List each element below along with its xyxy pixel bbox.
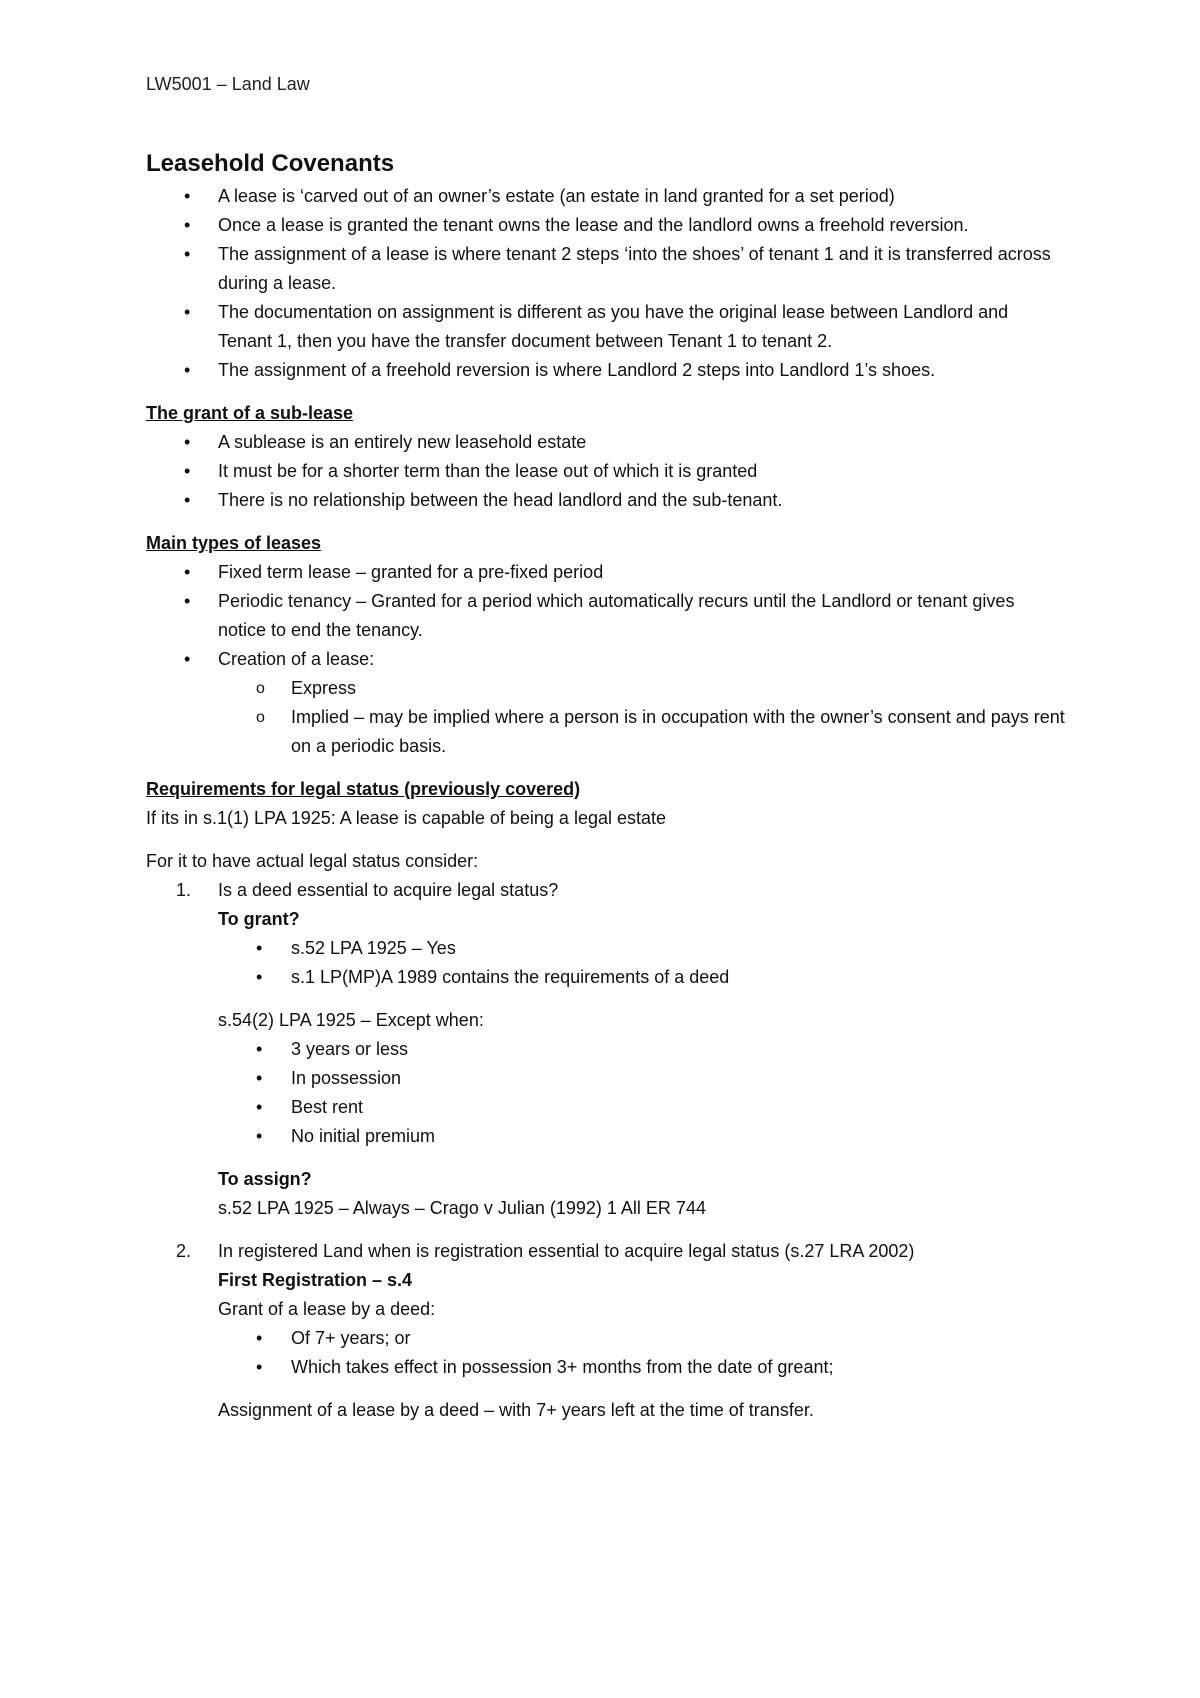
document-title: Leasehold Covenants xyxy=(146,150,395,177)
document-body xyxy=(146,148,1066,1425)
list-item: • Best rent xyxy=(146,1093,1066,1122)
requirements-line-1: If its in s.1(1) LPA 1925: A lease is capable of being a legal estate xyxy=(146,808,667,828)
except-bullet-list xyxy=(146,1035,1066,1151)
item-number: 1. xyxy=(176,880,192,900)
lease-types-bullet-list xyxy=(146,558,1066,761)
grant-bullet-list xyxy=(146,934,1066,992)
item-number: 2. xyxy=(176,1241,192,1261)
sub-list-item: o Express xyxy=(146,674,1066,703)
list-item: • There is no relationship between the head landlord and the sub-tenant. xyxy=(146,486,1066,515)
list-item: • In possession xyxy=(146,1064,1066,1093)
page-header: LW5001 – Land Law xyxy=(146,74,310,94)
list-item: • Fixed term lease – granted for a pre-fixed period xyxy=(146,558,1066,587)
requirements-heading: Requirements for legal status (previously covered) xyxy=(146,779,581,799)
registration-bullet-list xyxy=(146,1324,1066,1382)
list-item: • The assignment of a lease is where tenant 2 steps ‘into the shoes’ of tenant 1 and it is transferred across during a lease. xyxy=(146,240,1066,298)
to-assign-label: To assign? xyxy=(218,1169,312,1189)
list-item: • 3 years or less xyxy=(146,1035,1066,1064)
to-grant-label: To grant? xyxy=(218,909,300,929)
assignment-line: Assignment of a lease by a deed – with 7+ years left at the time of transfer. xyxy=(218,1400,814,1420)
item-text: In registered Land when is registration essential to acquire legal status (s.27 LRA 2002) xyxy=(218,1241,915,1261)
list-item: • Periodic tenancy – Granted for a period which automatically recurs until the Landlord or tenant gives notice to end the tenancy. xyxy=(146,587,1066,645)
list-item: • Creation of a lease: xyxy=(146,645,1066,674)
intro-bullet-list xyxy=(146,182,1066,385)
numbered-item-1 xyxy=(146,876,1066,905)
list-item: • The assignment of a freehold reversion is where Landlord 2 steps into Landlord 1’s shoes. xyxy=(146,356,1066,385)
first-registration-label: First Registration – s.4 xyxy=(218,1270,413,1290)
except-line: s.54(2) LPA 1925 – Except when: xyxy=(218,1010,484,1030)
grant-by-deed-line: Grant of a lease by a deed: xyxy=(218,1299,436,1319)
sublease-bullet-list xyxy=(146,428,1066,515)
item-text: Is a deed essential to acquire legal status? xyxy=(218,880,559,900)
list-item: • Once a lease is granted the tenant owns the lease and the landlord owns a freehold reversion. xyxy=(146,211,1066,240)
sublease-heading: The grant of a sub-lease xyxy=(146,403,354,423)
list-item: • Of 7+ years; or xyxy=(146,1324,1066,1353)
requirements-line-2: For it to have actual legal status consider: xyxy=(146,851,479,871)
list-item: • s.52 LPA 1925 – Yes xyxy=(146,934,1066,963)
list-item: • A sublease is an entirely new leasehold estate xyxy=(146,428,1066,457)
list-item: • A lease is ‘carved out of an owner’s estate (an estate in land granted for a set period) xyxy=(146,182,1066,211)
list-item: • Which takes effect in possession 3+ months from the date of greant; xyxy=(146,1353,1066,1382)
numbered-item-2 xyxy=(146,1237,1066,1266)
list-item: • It must be for a shorter term than the lease out of which it is granted xyxy=(146,457,1066,486)
list-item: • The documentation on assignment is different as you have the original lease between Landlord and Tenant 1, then you have the transfer document between Tenant 1 to tenant 2. xyxy=(146,298,1066,356)
to-assign-text: s.52 LPA 1925 – Always – Crago v Julian (1992) 1 All ER 744 xyxy=(218,1198,706,1218)
lease-types-heading: Main types of leases xyxy=(146,533,322,553)
list-item: • No initial premium xyxy=(146,1122,1066,1151)
sub-list-item: o Implied – may be implied where a person is in occupation with the owner’s consent and pays rent on a periodic basis. xyxy=(146,703,1066,761)
list-item: • s.1 LP(MP)A 1989 contains the requirements of a deed xyxy=(146,963,1066,992)
